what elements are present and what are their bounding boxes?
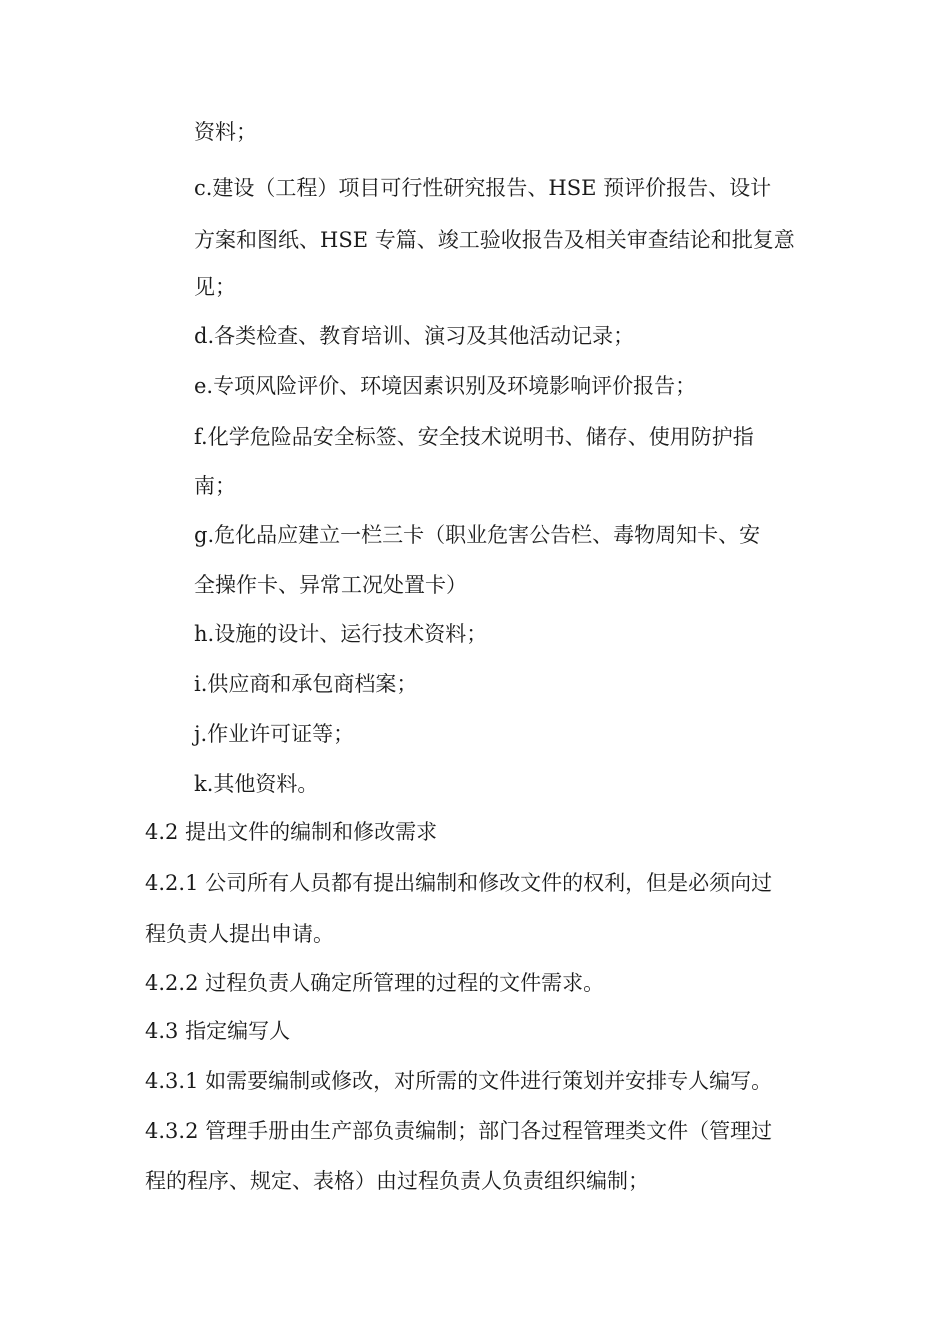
text-line: h.设施的设计、运行技术资料； (194, 622, 488, 646)
text-line: 程负责人提出申请。 (145, 922, 334, 946)
text-line: j.作业许可证等； (194, 722, 355, 746)
section-heading: 4.3 指定编写人 (145, 1019, 291, 1043)
text-line: 4.2.2 过程负责人确定所管理的过程的文件需求。 (145, 971, 605, 995)
text-line: 4.3.2 管理手册由生产部负责编制；部门各过程管理类文件（管理过 (145, 1119, 773, 1143)
text-line: 4.2.1 公司所有人员都有提出编制和修改文件的权利，但是必须向过 (145, 871, 773, 895)
text-line: e.专项风险评价、环境因素识别及环境影响评价报告； (194, 374, 697, 398)
text-line: c.建设（工程）项目可行性研究报告、HSE 预评价报告、设计 (194, 176, 772, 200)
text-line: g.危化品应建立一栏三卡（职业危害公告栏、毒物周知卡、安 (194, 523, 761, 547)
text-line: 全操作卡、异常工况处置卡） (194, 573, 467, 597)
text-line: 程的程序、规定、表格）由过程负责人负责组织编制； (145, 1169, 649, 1193)
text-line: i.供应商和承包商档案； (194, 672, 418, 696)
text-line: k.其他资料。 (194, 772, 319, 796)
text-line: 资料； (194, 120, 257, 144)
text-line: f.化学危险品安全标签、安全技术说明书、储存、使用防护指 (194, 425, 754, 449)
section-heading: 4.2 提出文件的编制和修改需求 (145, 820, 438, 844)
text-line: 方案和图纸、HSE 专篇、竣工验收报告及相关审查结论和批复意 (194, 228, 795, 252)
text-line: 南； (194, 474, 236, 498)
text-line: 见； (194, 275, 236, 299)
text-line: 4.3.1 如需要编制或修改，对所需的文件进行策划并安排专人编写。 (145, 1069, 773, 1093)
text-line: d.各类检查、教育培训、演习及其他活动记录； (194, 324, 635, 348)
